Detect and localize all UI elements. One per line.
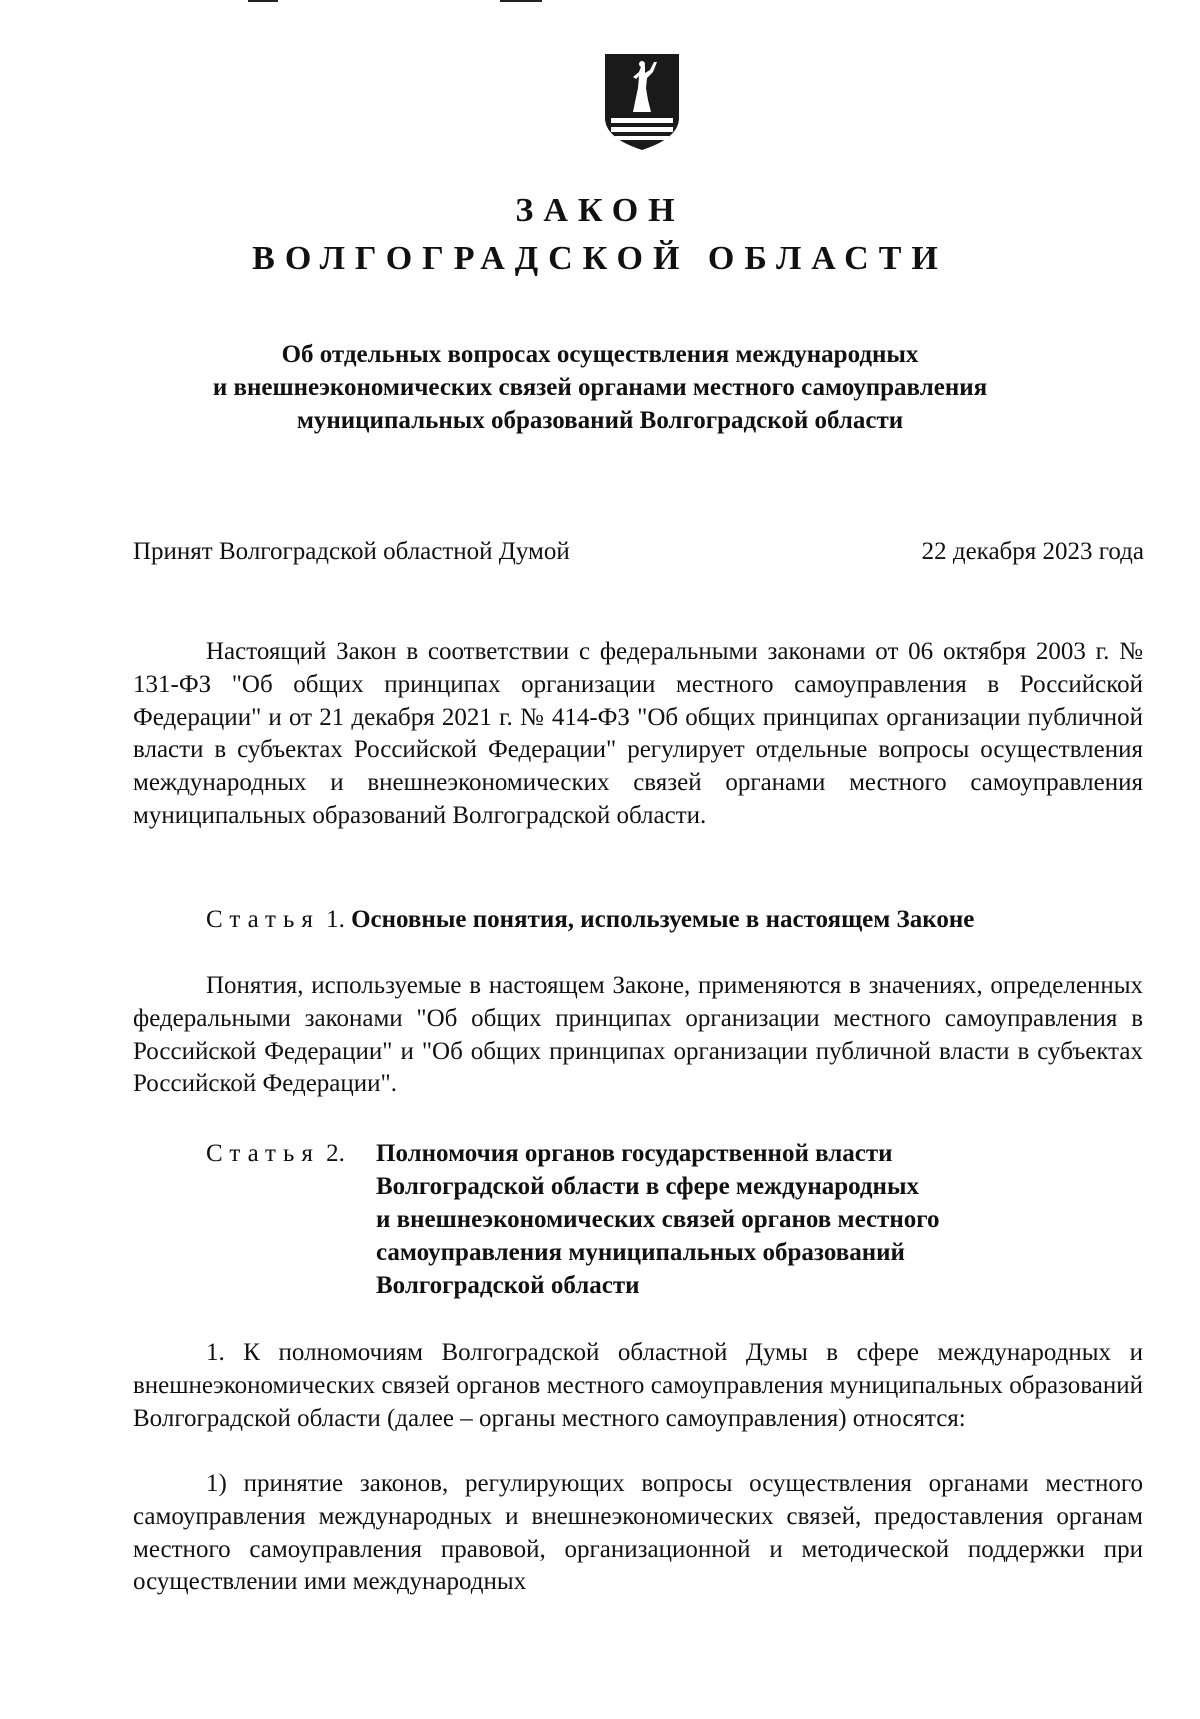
article-1-heading [206,903,974,936]
article-2-title [376,1137,939,1302]
adopted-by: Принят Волгоградской областной Думой [133,538,570,565]
article-1-text: Понятия, используемые в настоящем Законе, применяются в значениях, определенных федеральными законами "Об общих принципах организации местного самоуправления в Российской Федерации" и "Об общих принципах организации публичной власти в субъектах Российской Федерации". [133,972,1143,1098]
article-title-line: Полномочия органов государственной власти [376,1140,893,1167]
article-title: Основные понятия, используемые в настоящем Законе [351,906,975,933]
item-text: 1) принятие законов, регулирующих вопросы осуществления органами местного самоуправления международных и внешнеэкономических связей, предоставления органам местного самоуправления правовой, организационной и методической поддержки при осуществлении ими международных [133,1470,1143,1596]
article-title-line: Волгоградской области в сфере международных [376,1173,919,1200]
article-number: 1. [326,906,345,933]
article-title-line: Волгоградской области [376,1272,640,1299]
article-2-clause-1 [133,1337,1143,1435]
article-label: Статья [206,906,320,933]
article-title-line: самоуправления муниципальных образований [376,1239,905,1266]
clause-text: 1. К полномочиям Волгоградской областной Думы в сфере международных и внешнеэкономических связей органов местного самоуправления муниципальных образований Волгоградской области (далее – органы местного самоуправления) относятся: [133,1339,1143,1432]
preamble-text: Настоящий Закон в соответствии с федеральными законами от 06 октября 2003 г. № 131-ФЗ "Об общих принципах организации местного самоуправления в Российской Федерации" и от 21 декабря 2021 г. № 414-ФЗ "Об общих принципах организации публичной власти в субъектах Российской Федерации" регулирует отдельные вопросы осуществления международных и внешнеэкономических связей органами местного самоуправления муниципальных образований Волгоградской области. [133,638,1143,829]
region-heading: ВОЛГОГРАДСКОЙ ОБЛАСТИ [252,240,948,277]
scan-edge-mark [248,0,278,2]
article-label: Статья [206,1140,320,1167]
article-1-paragraph [133,970,1143,1101]
subject-line: Об отдельных вопросах осуществления международных [281,341,919,368]
law-heading: ЗАКОН [515,192,685,229]
article-2-label-group [206,1137,345,1170]
article-2-item-1 [133,1468,1143,1599]
adopted-date: 22 декабря 2023 года [921,538,1144,565]
law-subject [150,338,1050,437]
preamble-paragraph [133,636,1143,833]
article-number: 2. [326,1140,345,1167]
coat-of-arms-emblem [603,52,681,152]
subject-line: и внешнеэкономических связей органами местного самоуправления [212,374,988,401]
article-title-line: и внешнеэкономических связей органов местного [376,1206,940,1233]
scan-edge-mark [500,0,542,2]
subject-line: муниципальных образований Волгоградской области [296,407,904,434]
